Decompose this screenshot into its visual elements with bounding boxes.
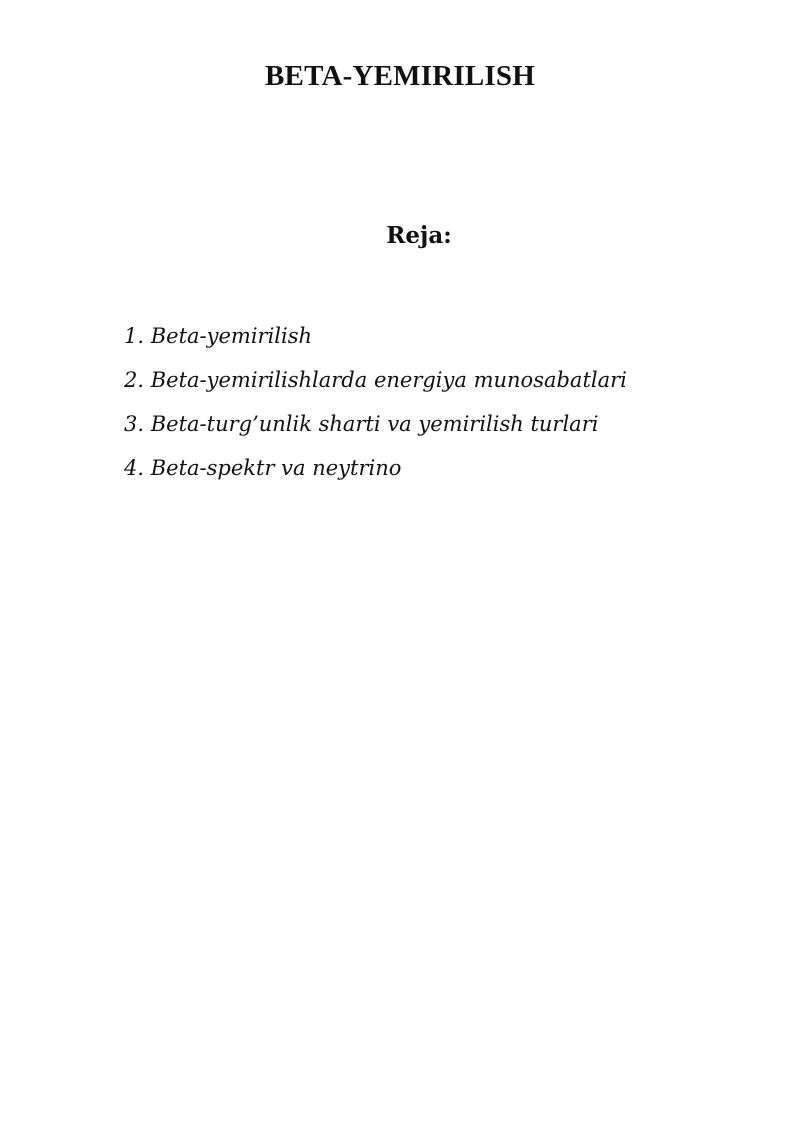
plan-item-1: 1. Beta-yemirilish (124, 324, 313, 348)
plan-heading: Reja: (386, 222, 452, 249)
plan-item-4: 4. Beta-spektr va neytrino (124, 456, 402, 480)
plan-list (124, 320, 627, 496)
plan-item-3: 3. Beta-turg’unlik sharti va yemirilish turlari (124, 412, 599, 436)
document-title: BETA-YEMIRILISH (265, 60, 535, 92)
plan-item-2: 2. Beta-yemirilishlarda energiya munosabatlari (124, 368, 627, 392)
